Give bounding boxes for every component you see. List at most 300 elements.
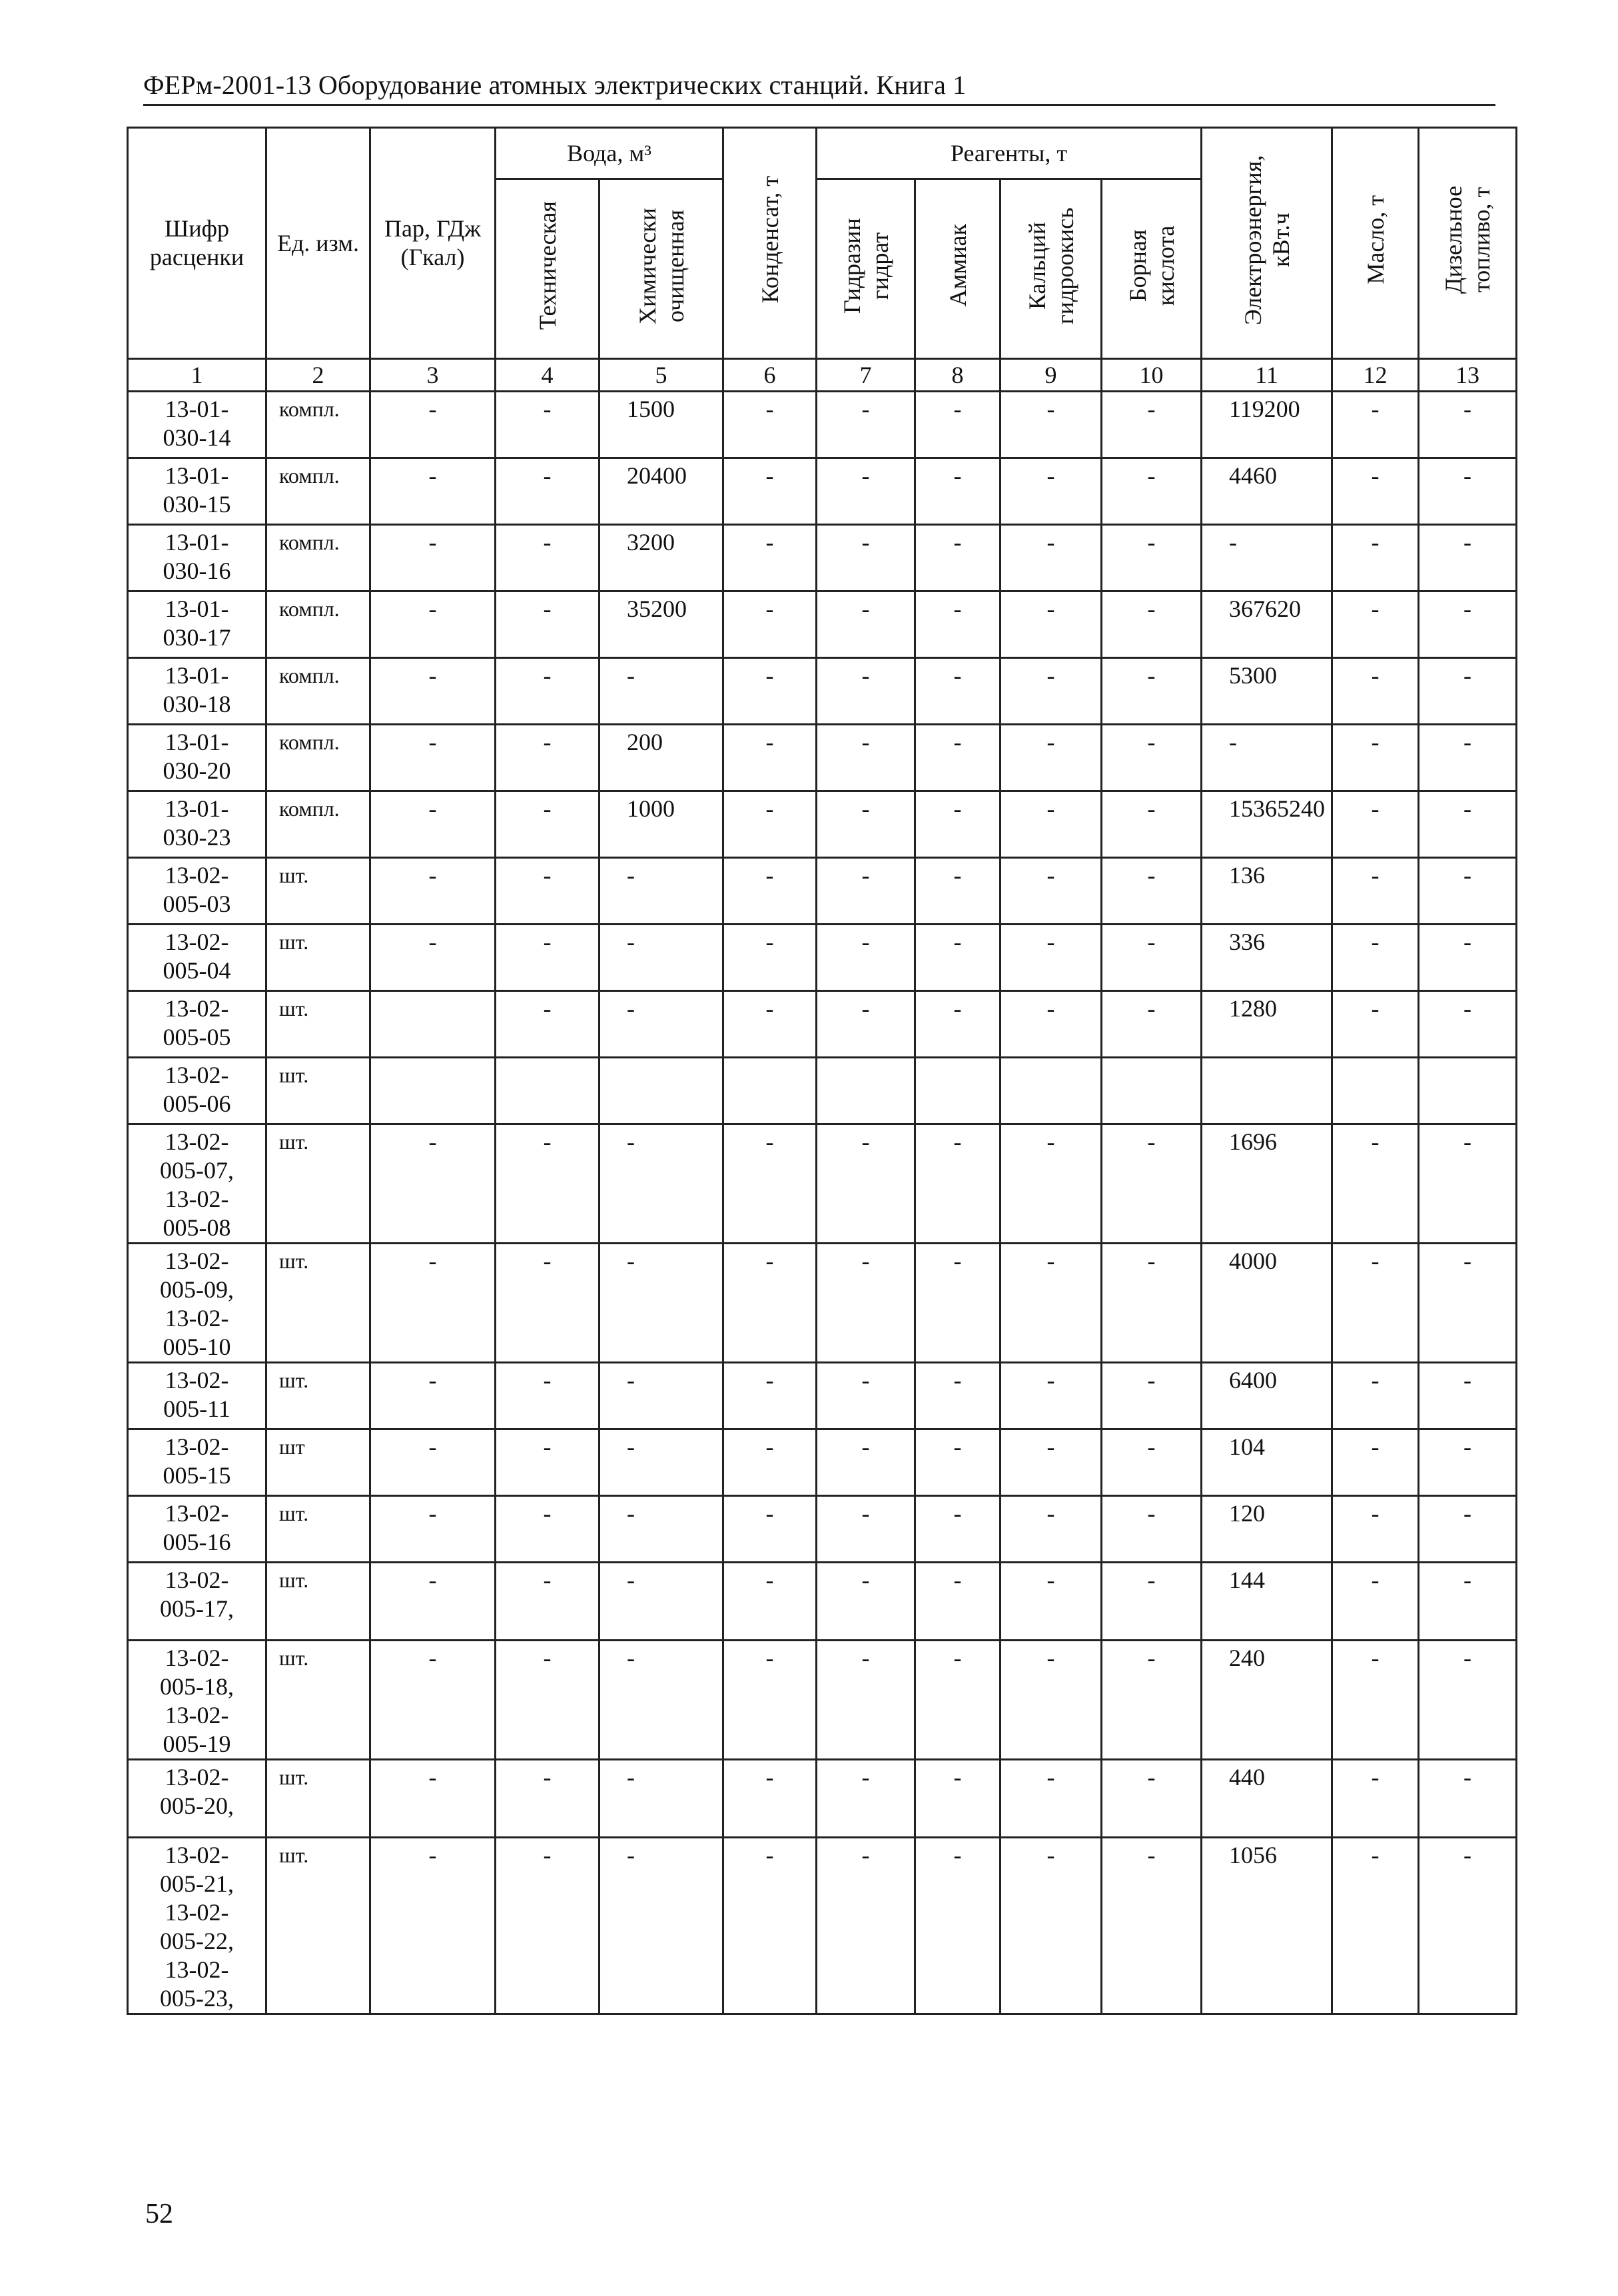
value-cell: - — [1419, 458, 1517, 525]
value-cell: - — [1001, 1496, 1102, 1563]
value-cell — [370, 991, 496, 1058]
value-cell: - — [496, 858, 600, 925]
value-cell: - — [1001, 791, 1102, 858]
value-cell: - — [723, 525, 817, 591]
value-cell: 6400 — [1202, 1363, 1332, 1429]
value-cell: - — [370, 1244, 496, 1363]
rate-code-cell — [128, 1429, 266, 1496]
value-cell: - — [496, 591, 600, 658]
value-cell: - — [496, 1244, 600, 1363]
value-cell: - — [1419, 1641, 1517, 1760]
value-cell: - — [1332, 392, 1419, 458]
value-cell: - — [1102, 791, 1202, 858]
rate-code-line: 005-16 — [163, 1529, 231, 1555]
header-diesel: Дизельное топливо, т — [1419, 128, 1517, 359]
value-cell: - — [915, 1429, 1001, 1496]
column-number: 10 — [1102, 359, 1202, 392]
rate-code-line: 005-03 — [163, 891, 231, 917]
table-body — [128, 392, 1517, 2014]
header-ammonia: Аммиак — [915, 179, 1001, 359]
value-cell: - — [723, 392, 817, 458]
value-cell: - — [915, 525, 1001, 591]
unit-cell: шт. — [266, 991, 370, 1058]
value-cell: - — [1102, 925, 1202, 991]
unit-cell: шт. — [266, 1124, 370, 1244]
value-cell: - — [915, 1496, 1001, 1563]
value-cell: - — [600, 1760, 723, 1838]
value-cell: - — [496, 392, 600, 458]
rate-code-line: 005-04 — [163, 957, 231, 984]
value-cell: - — [817, 791, 915, 858]
value-cell: - — [915, 858, 1001, 925]
value-cell: - — [1102, 1838, 1202, 2014]
value-cell: - — [723, 858, 817, 925]
header-condensate: Конденсат, т — [723, 128, 817, 359]
value-cell: - — [817, 725, 915, 791]
unit-cell: шт. — [266, 1760, 370, 1838]
value-cell: - — [496, 1563, 600, 1641]
value-cell: - — [915, 591, 1001, 658]
value-cell: - — [370, 1363, 496, 1429]
value-cell: - — [817, 1563, 915, 1641]
table-row — [128, 991, 1517, 1058]
value-cell: - — [1419, 991, 1517, 1058]
value-cell: - — [915, 658, 1001, 725]
value-cell: - — [370, 658, 496, 725]
value-cell — [723, 1058, 817, 1124]
value-cell: 4000 — [1202, 1244, 1332, 1363]
rate-code-line: 13-02- — [165, 995, 229, 1022]
unit-cell: шт. — [266, 1058, 370, 1124]
value-cell: 144 — [1202, 1563, 1332, 1641]
column-number: 8 — [915, 359, 1001, 392]
value-cell: - — [723, 1760, 817, 1838]
value-cell: - — [817, 525, 915, 591]
unit-cell: компл. — [266, 392, 370, 458]
value-cell: - — [1001, 1124, 1102, 1244]
rate-code-line: 13-01- — [165, 595, 229, 622]
rate-code-cell — [128, 1838, 266, 2014]
value-cell: - — [370, 525, 496, 591]
rate-code-line: 030-17 — [163, 624, 231, 651]
unit-cell: шт. — [266, 1641, 370, 1760]
value-cell: - — [370, 591, 496, 658]
header-boric: Борная кислота — [1102, 179, 1202, 359]
value-cell: - — [1001, 858, 1102, 925]
header-water-tech: Техническая — [496, 179, 600, 359]
rate-code-line: 13-01- — [165, 662, 229, 689]
rate-code-line: 005-09, — [160, 1276, 234, 1303]
table-row — [128, 925, 1517, 991]
value-cell: 1000 — [600, 791, 723, 858]
rate-code-line: 13-02- — [165, 1702, 229, 1728]
value-cell: - — [723, 1838, 817, 2014]
table-row — [128, 1244, 1517, 1363]
rate-code-line: 005-07, — [160, 1157, 234, 1184]
column-number: 2 — [266, 359, 370, 392]
rate-code-cell — [128, 525, 266, 591]
value-cell: - — [817, 1363, 915, 1429]
value-cell: - — [817, 658, 915, 725]
value-cell: - — [915, 1563, 1001, 1641]
value-cell: - — [1102, 1641, 1202, 1760]
value-cell: - — [1102, 1496, 1202, 1563]
rate-code-line: 13-02- — [165, 929, 229, 955]
table-row — [128, 1124, 1517, 1244]
value-cell: - — [1419, 925, 1517, 991]
value-cell: - — [600, 991, 723, 1058]
value-cell: - — [1332, 591, 1419, 658]
value-cell: - — [1001, 458, 1102, 525]
value-cell: - — [1202, 725, 1332, 791]
rate-code-cell — [128, 858, 266, 925]
rate-code-line: 005-10 — [163, 1334, 231, 1360]
rate-code-cell — [128, 591, 266, 658]
rate-code-line: 13-02- — [165, 1645, 229, 1671]
value-cell: - — [1102, 591, 1202, 658]
value-cell: 200 — [600, 725, 723, 791]
unit-cell: шт. — [266, 1244, 370, 1363]
value-cell — [370, 1058, 496, 1124]
value-cell: - — [1419, 591, 1517, 658]
value-cell: - — [496, 658, 600, 725]
rate-code-cell — [128, 658, 266, 725]
value-cell: - — [915, 458, 1001, 525]
value-cell: - — [817, 1496, 915, 1563]
value-cell: - — [1419, 1363, 1517, 1429]
rate-code-line: 13-02- — [165, 1062, 229, 1088]
rate-code-line: 13-01- — [165, 529, 229, 556]
rate-code-line: 005-15 — [163, 1462, 231, 1489]
value-cell: - — [600, 858, 723, 925]
value-cell: - — [817, 1641, 915, 1760]
page-header-title: ФЕРм-2001-13 Оборудование атомных электрических станций. Книга 1 — [143, 70, 967, 100]
value-cell: 1280 — [1202, 991, 1332, 1058]
value-cell: - — [817, 1429, 915, 1496]
value-cell: - — [1419, 791, 1517, 858]
rate-code-line: 030-15 — [163, 491, 231, 518]
value-cell: - — [1001, 725, 1102, 791]
value-cell: 104 — [1202, 1429, 1332, 1496]
table-row — [128, 525, 1517, 591]
rate-code-cell — [128, 725, 266, 791]
value-cell: - — [723, 1496, 817, 1563]
value-cell: 367620 — [1202, 591, 1332, 658]
column-number: 1 — [128, 359, 266, 392]
value-cell: - — [817, 591, 915, 658]
value-cell: - — [1332, 1838, 1419, 2014]
value-cell: - — [1332, 658, 1419, 725]
value-cell: - — [370, 791, 496, 858]
rate-code-line: 030-18 — [163, 691, 231, 717]
value-cell: - — [370, 725, 496, 791]
table-row — [128, 1641, 1517, 1760]
value-cell: - — [600, 1244, 723, 1363]
value-cell: 1056 — [1202, 1838, 1332, 2014]
value-cell: - — [1332, 1563, 1419, 1641]
value-cell: - — [1332, 725, 1419, 791]
value-cell: - — [1001, 1363, 1102, 1429]
table-row — [128, 1760, 1517, 1838]
value-cell: - — [817, 1760, 915, 1838]
value-cell: 440 — [1202, 1760, 1332, 1838]
value-cell: - — [1332, 1363, 1419, 1429]
value-cell: - — [1102, 458, 1202, 525]
value-cell: - — [1102, 658, 1202, 725]
value-cell: - — [723, 591, 817, 658]
value-cell: - — [915, 725, 1001, 791]
table-header — [128, 128, 1517, 392]
value-cell: - — [1001, 1244, 1102, 1363]
rate-code-cell — [128, 925, 266, 991]
unit-cell: компл. — [266, 725, 370, 791]
value-cell: 15365240 — [1202, 791, 1332, 858]
value-cell: - — [1419, 1838, 1517, 2014]
value-cell: - — [1419, 725, 1517, 791]
value-cell — [915, 1058, 1001, 1124]
value-cell: - — [1001, 525, 1102, 591]
value-cell: - — [817, 392, 915, 458]
value-cell: - — [370, 392, 496, 458]
value-cell: - — [817, 858, 915, 925]
value-cell: - — [915, 791, 1001, 858]
value-cell: - — [1332, 1760, 1419, 1838]
value-cell — [1332, 1058, 1419, 1124]
table-row — [128, 1838, 1517, 2014]
value-cell: - — [1332, 791, 1419, 858]
rate-code-line: 005-21, — [160, 1870, 234, 1897]
rate-code-line: 030-16 — [163, 558, 231, 584]
value-cell: - — [600, 1641, 723, 1760]
rate-code-cell — [128, 1363, 266, 1429]
unit-cell: компл. — [266, 458, 370, 525]
value-cell: - — [496, 1124, 600, 1244]
rate-code-line: 13-02- — [165, 1500, 229, 1527]
value-cell: - — [1102, 1124, 1202, 1244]
value-cell: 336 — [1202, 925, 1332, 991]
rate-code-line: 13-01- — [165, 462, 229, 489]
rate-code-line: 030-20 — [163, 757, 231, 784]
value-cell: - — [1001, 925, 1102, 991]
rate-code-cell — [128, 1244, 266, 1363]
value-cell: - — [1001, 1429, 1102, 1496]
value-cell: - — [1102, 1429, 1202, 1496]
header-electricity: Электроэнергия, кВт.ч — [1202, 128, 1332, 359]
value-cell: - — [496, 925, 600, 991]
value-cell: - — [600, 1124, 723, 1244]
value-cell: 136 — [1202, 858, 1332, 925]
value-cell: - — [915, 392, 1001, 458]
value-cell: - — [1332, 1496, 1419, 1563]
value-cell: - — [1102, 1563, 1202, 1641]
value-cell: - — [1202, 525, 1332, 591]
header-oil: Масло, т — [1332, 128, 1419, 359]
header-water-group: Вода, м³ — [496, 128, 723, 179]
page-number: 52 — [145, 2199, 173, 2229]
value-cell: 4460 — [1202, 458, 1332, 525]
value-cell: - — [1332, 1124, 1419, 1244]
rate-code-line: 005-05 — [163, 1024, 231, 1050]
rate-code-line: 13-02- — [165, 1305, 229, 1332]
rate-code-line: 005-22, — [160, 1928, 234, 1954]
value-cell: - — [723, 791, 817, 858]
value-cell: - — [817, 991, 915, 1058]
value-cell: 5300 — [1202, 658, 1332, 725]
value-cell: - — [600, 1363, 723, 1429]
column-number: 3 — [370, 359, 496, 392]
value-cell: - — [817, 1244, 915, 1363]
value-cell: - — [1102, 725, 1202, 791]
value-cell: - — [1419, 1563, 1517, 1641]
column-number-row — [128, 359, 1517, 392]
table-row — [128, 725, 1517, 791]
value-cell: - — [1102, 525, 1202, 591]
column-number: 5 — [600, 359, 723, 392]
table-row — [128, 1563, 1517, 1641]
value-cell: - — [1332, 525, 1419, 591]
rate-code-line: 13-02- — [165, 1956, 229, 1983]
value-cell: - — [370, 458, 496, 525]
rate-code-line: 13-01- — [165, 396, 229, 422]
rate-code-line: 005-11 — [163, 1395, 230, 1422]
value-cell: - — [1419, 1429, 1517, 1496]
value-cell: - — [370, 1838, 496, 2014]
value-cell: - — [915, 1760, 1001, 1838]
value-cell: - — [915, 1363, 1001, 1429]
value-cell: - — [1102, 1760, 1202, 1838]
resource-table-container — [127, 127, 1517, 2015]
value-cell: 1696 — [1202, 1124, 1332, 1244]
rate-code-line: 13-01- — [165, 729, 229, 755]
value-cell: - — [1419, 392, 1517, 458]
value-cell: - — [600, 1838, 723, 2014]
column-number: 4 — [496, 359, 600, 392]
value-cell: 3200 — [600, 525, 723, 591]
rate-code-line: 13-02- — [165, 1764, 229, 1790]
value-cell: 119200 — [1202, 392, 1332, 458]
value-cell: - — [1419, 858, 1517, 925]
unit-cell: шт. — [266, 1563, 370, 1641]
column-number: 6 — [723, 359, 817, 392]
table-row — [128, 458, 1517, 525]
value-cell: - — [915, 1838, 1001, 2014]
unit-cell: компл. — [266, 591, 370, 658]
column-number: 12 — [1332, 359, 1419, 392]
value-cell: - — [723, 658, 817, 725]
value-cell: - — [723, 725, 817, 791]
value-cell: - — [600, 1563, 723, 1641]
value-cell: - — [600, 1429, 723, 1496]
value-cell: - — [723, 1429, 817, 1496]
value-cell — [600, 1058, 723, 1124]
rate-code-cell — [128, 1124, 266, 1244]
table-row — [128, 1058, 1517, 1124]
value-cell: - — [1419, 1124, 1517, 1244]
value-cell: - — [915, 991, 1001, 1058]
value-cell: - — [723, 1641, 817, 1760]
value-cell: - — [1332, 458, 1419, 525]
table-row — [128, 392, 1517, 458]
value-cell: - — [496, 1760, 600, 1838]
value-cell — [1419, 1058, 1517, 1124]
rate-code-line: 13-02- — [165, 1842, 229, 1868]
value-cell: - — [1332, 858, 1419, 925]
rate-code-cell — [128, 458, 266, 525]
value-cell: - — [817, 458, 915, 525]
header-hydrazine: Гидразин гидрат — [817, 179, 915, 359]
table-row — [128, 1429, 1517, 1496]
value-cell: - — [1332, 1641, 1419, 1760]
value-cell: - — [1102, 991, 1202, 1058]
value-cell: 1500 — [600, 392, 723, 458]
header-steam: Пар, ГДж (Гкал) — [370, 128, 496, 359]
value-cell: - — [723, 1244, 817, 1363]
unit-cell: шт. — [266, 1496, 370, 1563]
value-cell: 35200 — [600, 591, 723, 658]
value-cell: - — [1419, 525, 1517, 591]
value-cell: - — [496, 725, 600, 791]
rate-code-line: 13-02- — [165, 1248, 229, 1274]
value-cell — [1202, 1058, 1332, 1124]
value-cell: - — [1102, 392, 1202, 458]
rate-code-line: 005-23, — [160, 1985, 234, 2012]
value-cell: - — [1419, 1760, 1517, 1838]
value-cell: - — [600, 1496, 723, 1563]
table-row — [128, 1363, 1517, 1429]
header-code: Шифр расценки — [128, 128, 266, 359]
rate-code-line: 13-02- — [165, 1433, 229, 1460]
value-cell — [817, 1058, 915, 1124]
column-number: 9 — [1001, 359, 1102, 392]
value-cell: - — [496, 1363, 600, 1429]
rate-code-cell — [128, 1760, 266, 1838]
value-cell: 20400 — [600, 458, 723, 525]
rate-code-line: 13-02- — [165, 1367, 229, 1393]
column-number: 11 — [1202, 359, 1332, 392]
rate-code-line: 005-17, — [160, 1595, 234, 1622]
rate-code-line: 13-01- — [165, 795, 229, 822]
rate-code-line: 13-02- — [165, 862, 229, 889]
value-cell: - — [1102, 1244, 1202, 1363]
value-cell: - — [817, 1124, 915, 1244]
page-header — [143, 64, 1495, 106]
value-cell: - — [370, 1496, 496, 1563]
value-cell: - — [1001, 658, 1102, 725]
value-cell: - — [496, 991, 600, 1058]
resource-table — [127, 127, 1517, 2015]
rate-code-cell — [128, 1563, 266, 1641]
value-cell: 120 — [1202, 1496, 1332, 1563]
value-cell: - — [370, 1124, 496, 1244]
value-cell: - — [723, 1124, 817, 1244]
rate-code-cell — [128, 791, 266, 858]
value-cell: - — [1001, 591, 1102, 658]
value-cell: - — [1001, 1760, 1102, 1838]
value-cell: - — [496, 458, 600, 525]
value-cell: - — [1001, 1563, 1102, 1641]
value-cell: - — [370, 858, 496, 925]
rate-code-line: 005-06 — [163, 1090, 231, 1117]
rate-code-cell — [128, 991, 266, 1058]
rate-code-cell — [128, 392, 266, 458]
value-cell: - — [915, 1244, 1001, 1363]
value-cell: - — [1001, 991, 1102, 1058]
value-cell: - — [1102, 1363, 1202, 1429]
value-cell: - — [723, 458, 817, 525]
header-unit: Ед. изм. — [266, 128, 370, 359]
value-cell: - — [1102, 858, 1202, 925]
unit-cell: шт. — [266, 1838, 370, 2014]
